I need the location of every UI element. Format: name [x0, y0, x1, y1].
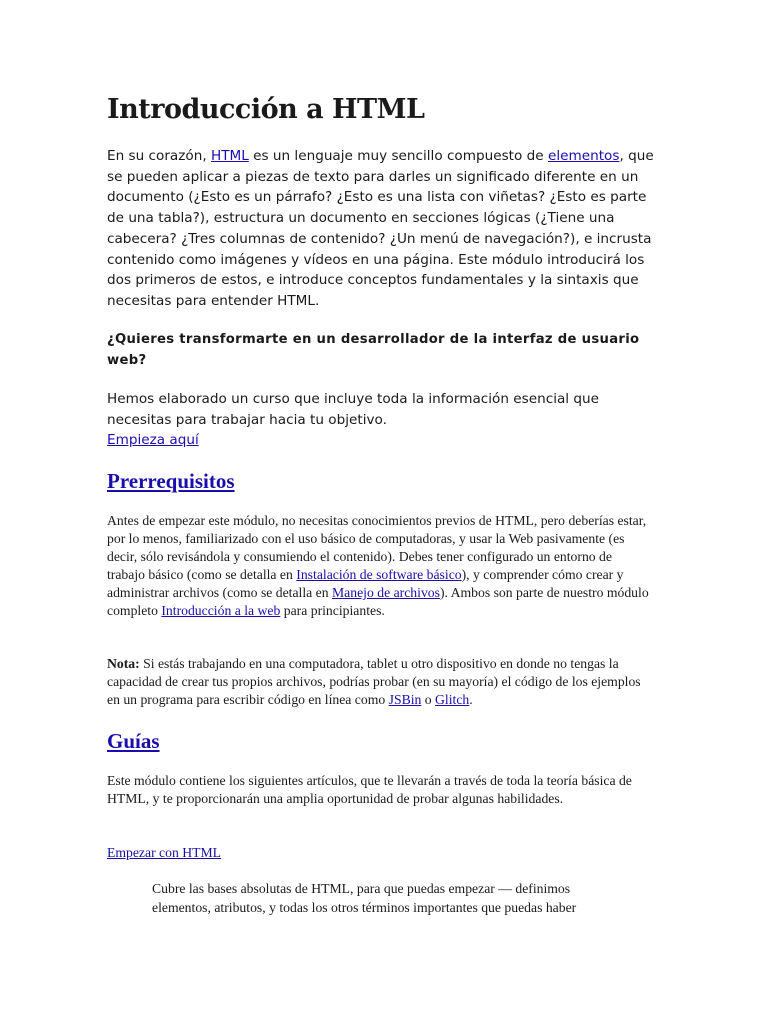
body-text: Antes de empezar este módulo, no necesitas conocimientos previos de HTML, pero deberías estar, por lo menos, familiarizado con el uso básico de computadoras, y usar la Web pasivamente (es decir, sólo revisándola y consumiendo el contenido). Debes tener configurado un entorno de trabajo básico (como se detalla en [107, 513, 647, 583]
archivos-link[interactable]: Manejo de archivos [332, 585, 440, 601]
intro-text: En su corazón, [107, 148, 211, 164]
elementos-link[interactable]: elementos [547, 148, 620, 164]
empezar-html-link[interactable]: Empezar con HTML [107, 845, 222, 860]
software-link[interactable]: Instalación de software básico [296, 567, 462, 583]
prerequisites-heading-link[interactable]: Prerrequisitos [107, 469, 235, 493]
callout-paragraph [107, 389, 659, 451]
intro-text: es un lenguaje muy sencillo compuesto de [248, 148, 548, 164]
note-text: o [421, 692, 436, 708]
guides-intro: Este módulo contiene los siguientes artículos, que te llevarán a través de toda la teoría básica de HTML, y te proporcionarán una amplia oportunidad de probar algunas habilidades. [107, 773, 632, 807]
prerequisites-heading [107, 469, 235, 494]
callout-text: Hemos elaborado un curso que incluye toda la información esencial que necesitas para trabajar hacia tu objetivo. [107, 391, 600, 428]
note-paragraph [107, 655, 652, 709]
intro-text: , que se pueden aplicar a piezas de texto para darles un significado diferente en un documento (¿Esto es un párrafo? ¿Esto es una lista con viñetas? ¿Esto es parte de una tabla?), estructura un documento en secciones lógicas (¿Tiene una cabecera? ¿Tres columnas de contenido? ¿Un menú de navegación?), e incrusta contenido como imágenes y vídeos en una página. Este módulo introducirá los dos primeros de estos, e introduce conceptos fundamentales y la sintaxis que necesitas para entender HTML. [107, 148, 654, 309]
body-text: ), y comprender cómo crear y administrar archivos (como se detalla en [107, 567, 624, 601]
guide-item [107, 844, 221, 862]
guides-heading [107, 729, 160, 754]
prerequisites-paragraph [107, 512, 652, 621]
empieza-aqui-link[interactable]: Empieza aquí [107, 432, 199, 448]
body-text: para principiantes. [280, 603, 385, 619]
jsbin-link[interactable]: JSBin [388, 692, 422, 708]
body-text: ). Ambos son parte de nuestro módulo completo [107, 585, 649, 619]
glitch-link[interactable]: Glitch [435, 692, 470, 708]
callout-question: ¿Quieres transformarte en un desarrollador de la interfaz de usuario web? [107, 332, 640, 368]
note-label: Nota: [107, 656, 140, 671]
html-link[interactable]: HTML [210, 148, 249, 164]
note-text: . [469, 692, 473, 708]
note-text: Si estás trabajando en una computadora, tablet u otro dispositivo en donde no tengas la capacidad de crear tus propios archivos, podrías probar (en su mayoría) el código de los ejemplos en un programa para escribir código en línea como [107, 656, 641, 708]
intro-web-link[interactable]: Introducción a la web [161, 603, 281, 619]
intro-paragraph [107, 146, 659, 312]
guides-heading-link[interactable]: Guías [107, 729, 160, 753]
guide-item-description: Cubre las bases absolutas de HTML, para que puedas empezar — definimos elementos, atributos, y todas los otros términos importantes que puedas haber [152, 881, 577, 915]
page-title: Introducción a HTML [107, 94, 425, 125]
